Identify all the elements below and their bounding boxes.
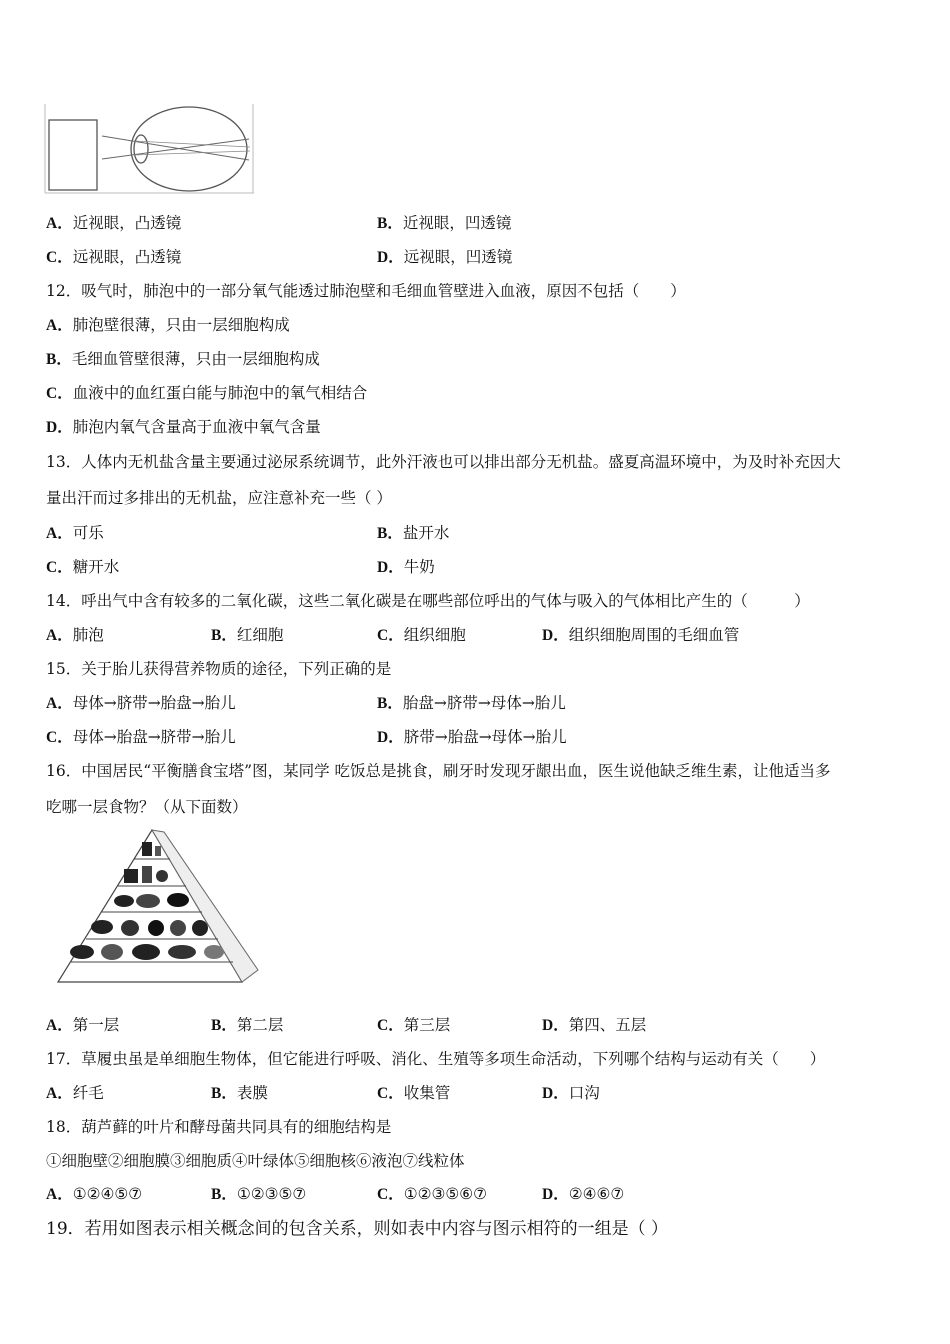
question-19-stem: 19．若用如图表示相关概念间的包含关系，则如表中内容与图示相符的一组是（ ） — [46, 1219, 669, 1239]
option-a: A．可乐 — [46, 524, 104, 542]
option-c: C．血液中的血红蛋白能与肺泡中的氧气相结合 — [46, 384, 368, 402]
option-d: D．牛奶 — [377, 558, 435, 576]
option-d: D．远视眼，凹透镜 — [377, 248, 513, 266]
option-c: C．远视眼，凸透镜 — [46, 248, 182, 266]
option-b: B．红细胞 — [211, 626, 284, 644]
option-d: D．脐带→胎盘→母体→胎儿 — [377, 728, 567, 746]
question-12-stem: 12．吸气时，肺泡中的一部分氧气能透过肺泡壁和毛细血管壁进入血液，原因不包括（ ） — [46, 282, 686, 300]
question-16-stem-cont: 吃哪一层食物？（从下面数） — [46, 798, 248, 816]
question-17-stem: 17．草履虫虽是单细胞生物体，但它能进行呼吸、消化、生殖等多项生命活动，下列哪个结构与运动有关（ ） — [46, 1050, 826, 1068]
option-d: D．②④⑥⑦ — [542, 1185, 625, 1203]
question-16-stem: 16．中国居民“平衡膳食宝塔”图，某同学 吃饭总是挑食，刷牙时发现牙龈出血，医生说他缺乏维生素，让他适当多 — [46, 762, 831, 780]
option-d: D．肺泡内氧气含量高于血液中氧气含量 — [46, 418, 321, 436]
option-a: A．第一层 — [46, 1016, 120, 1034]
question-13-stem: 13．人体内无机盐含量主要通过泌尿系统调节，此外汗液也可以排出部分无机盐。盛夏高温环境中，为及时补充因大 — [46, 453, 841, 471]
option-b: B．盐开水 — [377, 524, 450, 542]
question-13-stem-cont: 量出汗而过多排出的无机盐，应注意补充一些（ ） — [46, 489, 392, 507]
option-c: C．母体→胎盘→脐带→胎儿 — [46, 728, 236, 746]
option-b: B．第二层 — [211, 1016, 284, 1034]
food-pyramid-diagram — [52, 828, 264, 988]
option-d: D．组织细胞周围的毛细血管 — [542, 626, 740, 644]
question-14-stem: 14．呼出气中含有较多的二氧化碳，这些二氧化碳是在哪些部位呼出的气体与吸入的气体相比产生的（ ） — [46, 592, 810, 610]
option-a: A．近视眼，凸透镜 — [46, 214, 182, 232]
option-c: C．组织细胞 — [377, 626, 466, 644]
option-d: D．第四、五层 — [542, 1016, 647, 1034]
option-c: C．收集管 — [377, 1084, 451, 1102]
option-b: B．①②③⑤⑦ — [211, 1185, 307, 1203]
option-c: C．第三层 — [377, 1016, 451, 1034]
option-a: A．肺泡壁很薄，只由一层细胞构成 — [46, 316, 290, 334]
option-c: C．①②③⑤⑥⑦ — [377, 1185, 488, 1203]
option-b: B．胎盘→脐带→母体→胎儿 — [377, 694, 566, 712]
option-d: D．口沟 — [542, 1084, 600, 1102]
question-15-stem: 15．关于胎儿获得营养物质的途径，下列正确的是 — [46, 660, 392, 678]
question-18-items: ①细胞壁②细胞膜③细胞质④叶绿体⑤细胞核⑥液泡⑦线粒体 — [46, 1152, 465, 1170]
option-c: C．糖开水 — [46, 558, 120, 576]
option-b: B．近视眼，凹透镜 — [377, 214, 512, 232]
option-a: A．纤毛 — [46, 1084, 104, 1102]
question-18-stem: 18．葫芦藓的叶片和酵母菌共同具有的细胞结构是 — [46, 1118, 392, 1136]
option-a: A．①②④⑤⑦ — [46, 1185, 143, 1203]
option-a: A．肺泡 — [46, 626, 104, 644]
eye-diagram — [44, 103, 256, 195]
option-b: B．表膜 — [211, 1084, 268, 1102]
option-b: B．毛细血管壁很薄，只由一层细胞构成 — [46, 350, 320, 368]
option-a: A．母体→脐带→胎盘→胎儿 — [46, 694, 236, 712]
